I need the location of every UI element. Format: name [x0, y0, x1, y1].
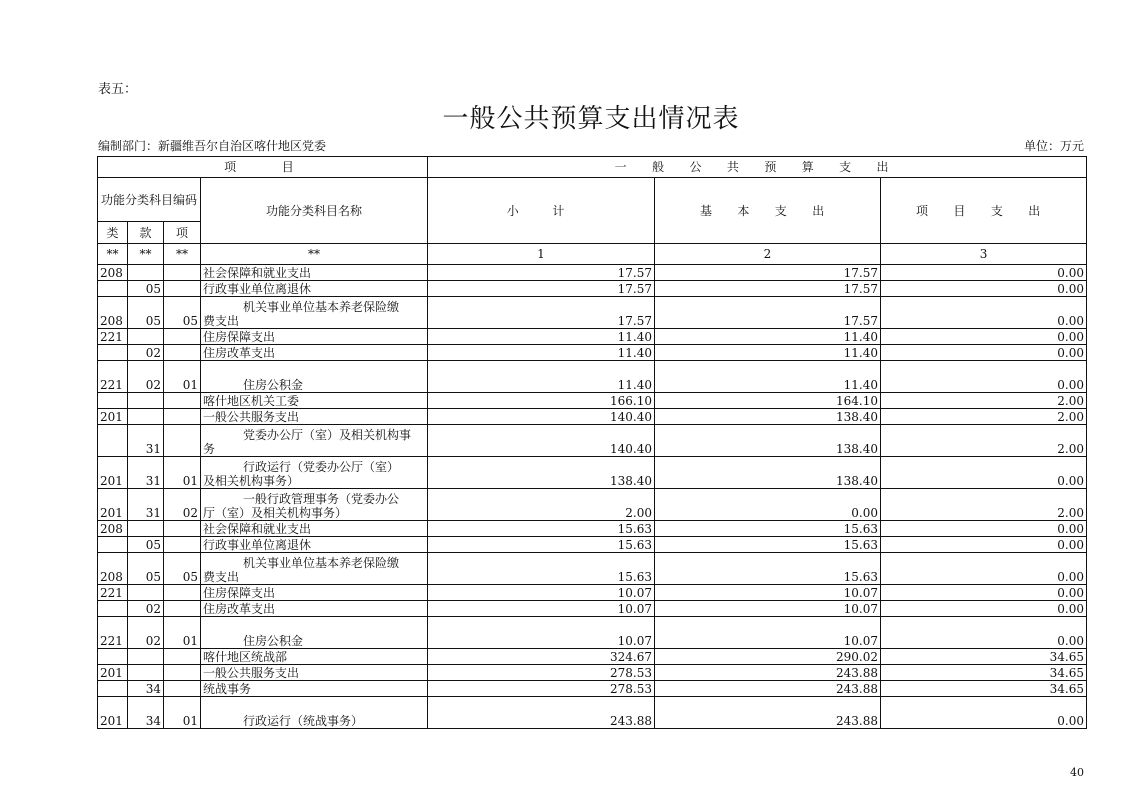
name-line: 一般公共服务支出	[203, 409, 300, 424]
kuan-cell	[128, 265, 164, 281]
lei-cell	[98, 537, 128, 553]
project-cell: 2.00	[881, 393, 1087, 409]
name-cell	[201, 665, 428, 681]
name-cell	[201, 697, 428, 729]
kuan-cell: 02	[128, 345, 164, 361]
xiang-cell	[164, 585, 201, 601]
table-row	[98, 681, 1087, 697]
lei-cell	[98, 393, 128, 409]
name-cell	[201, 553, 428, 585]
name-cell	[201, 425, 428, 457]
project-cell: 0.00	[881, 361, 1087, 393]
xiang-cell: 01	[164, 617, 201, 649]
subtotal-cell: 17.57	[428, 297, 655, 329]
kuan-cell: 02	[128, 617, 164, 649]
kuan-header: 款	[128, 222, 164, 244]
basic-cell: 10.07	[655, 601, 881, 617]
table-row	[98, 361, 1087, 393]
lei-cell: 201	[98, 665, 128, 681]
basic-cell: 243.88	[655, 665, 881, 681]
name-line: 党委办公厅（室）及相关机构事	[243, 428, 412, 442]
kuan-cell	[128, 521, 164, 537]
name-cell	[201, 329, 428, 345]
name-line-continued: 及相关机构事务）	[203, 474, 300, 488]
lei-cell	[98, 281, 128, 297]
basic-cell: 10.07	[655, 617, 881, 649]
project-cell: 0.00	[881, 457, 1087, 489]
name-line: 住房改革支出	[203, 601, 276, 616]
xiang-cell: 01	[164, 697, 201, 729]
table-label: 表五：	[98, 82, 138, 97]
subtotal-cell: 140.40	[428, 425, 655, 457]
basic-cell: 243.88	[655, 697, 881, 729]
project-cell: 0.00	[881, 697, 1087, 729]
name-line: 行政运行（党委办公厅（室）	[243, 460, 400, 474]
lei-cell: 208	[98, 297, 128, 329]
table-row	[98, 601, 1087, 617]
func-name-header: 功能分类科目名称	[201, 178, 428, 244]
basic-cell: 11.40	[655, 345, 881, 361]
name-cell	[201, 345, 428, 361]
basic-cell: 11.40	[655, 361, 881, 393]
kuan-cell: 05	[128, 553, 164, 585]
name-cell	[201, 393, 428, 409]
subtotal-cell: 15.63	[428, 537, 655, 553]
kuan-cell	[128, 409, 164, 425]
lei-cell	[98, 601, 128, 617]
name-cell	[201, 489, 428, 521]
project-header: 项 目	[98, 157, 428, 178]
xiang-cell	[164, 409, 201, 425]
project-cell: 2.00	[881, 409, 1087, 425]
lei-cell: 221	[98, 361, 128, 393]
name-cell	[201, 521, 428, 537]
subtotal-cell: 15.63	[428, 521, 655, 537]
basic-header: 基 本 支 出	[655, 178, 881, 244]
subtotal-cell: 324.67	[428, 649, 655, 665]
project-cell: 0.00	[881, 537, 1087, 553]
table-row	[98, 409, 1087, 425]
subtotal-cell: 17.57	[428, 265, 655, 281]
xiang-cell	[164, 537, 201, 553]
basic-cell: 15.63	[655, 537, 881, 553]
basic-cell: 290.02	[655, 649, 881, 665]
lei-cell: 221	[98, 617, 128, 649]
project-cell: 0.00	[881, 553, 1087, 585]
subtotal-cell: 11.40	[428, 361, 655, 393]
name-cell	[201, 361, 428, 393]
xiang-cell: 01	[164, 457, 201, 489]
header-row	[98, 157, 1087, 178]
name-cell	[201, 617, 428, 649]
subtotal-cell: 11.40	[428, 345, 655, 361]
table-row	[98, 489, 1087, 521]
name-line: 一般公共服务支出	[203, 665, 300, 680]
unit-label: 单位：万元	[1023, 139, 1084, 153]
marker-cell: **	[164, 244, 201, 265]
table-row	[98, 457, 1087, 489]
table-row	[98, 553, 1087, 585]
basic-cell: 164.10	[655, 393, 881, 409]
xiang-cell	[164, 601, 201, 617]
lei-cell: 208	[98, 553, 128, 585]
basic-cell: 10.07	[655, 585, 881, 601]
xiang-cell: 05	[164, 297, 201, 329]
project-cell: 0.00	[881, 585, 1087, 601]
kuan-cell: 31	[128, 425, 164, 457]
name-cell	[201, 265, 428, 281]
subtotal-cell: 140.40	[428, 409, 655, 425]
marker-cell: **	[201, 244, 428, 265]
kuan-cell: 05	[128, 281, 164, 297]
project-cell: 34.65	[881, 649, 1087, 665]
lei-cell: 201	[98, 697, 128, 729]
name-line: 机关事业单位基本养老保险缴	[243, 556, 400, 570]
project-cell: 0.00	[881, 601, 1087, 617]
name-line: 统战事务	[203, 681, 252, 696]
basic-cell: 243.88	[655, 681, 881, 697]
project-cell: 0.00	[881, 281, 1087, 297]
name-cell	[201, 681, 428, 697]
kuan-cell: 31	[128, 457, 164, 489]
lei-cell: 201	[98, 457, 128, 489]
header-row	[98, 244, 1087, 265]
table-row	[98, 521, 1087, 537]
table-row	[98, 265, 1087, 281]
basic-cell: 138.40	[655, 457, 881, 489]
name-line: 机关事业单位基本养老保险缴	[243, 300, 400, 314]
table-row	[98, 297, 1087, 329]
department-label: 编制部门：新疆维吾尔自治区喀什地区党委	[98, 139, 327, 153]
subtotal-cell: 10.07	[428, 617, 655, 649]
subtotal-cell: 278.53	[428, 665, 655, 681]
kuan-cell	[128, 665, 164, 681]
xiang-cell: 02	[164, 489, 201, 521]
table-row	[98, 697, 1087, 729]
basic-cell: 138.40	[655, 409, 881, 425]
name-line: 住房保障支出	[203, 585, 276, 600]
lei-cell	[98, 345, 128, 361]
table-row	[98, 281, 1087, 297]
name-line: 喀什地区统战部	[203, 649, 288, 664]
name-cell	[201, 297, 428, 329]
kuan-cell: 02	[128, 361, 164, 393]
xiang-cell: 01	[164, 361, 201, 393]
project-cell: 0.00	[881, 521, 1087, 537]
kuan-cell: 02	[128, 601, 164, 617]
xiang-cell	[164, 681, 201, 697]
name-cell	[201, 457, 428, 489]
subtotal-cell: 10.07	[428, 585, 655, 601]
basic-cell: 17.57	[655, 265, 881, 281]
name-line: 行政事业单位离退休	[203, 537, 312, 552]
xiang-cell	[164, 665, 201, 681]
table-row	[98, 329, 1087, 345]
subtotal-header: 小 计	[428, 178, 655, 244]
xiang-cell	[164, 649, 201, 665]
name-line: 喀什地区机关工委	[203, 393, 300, 408]
subtotal-cell: 278.53	[428, 681, 655, 697]
basic-cell: 17.57	[655, 281, 881, 297]
kuan-cell: 34	[128, 681, 164, 697]
subtotal-cell: 243.88	[428, 697, 655, 729]
kuan-cell: 05	[128, 297, 164, 329]
kuan-cell	[128, 329, 164, 345]
table-row	[98, 665, 1087, 681]
xiang-cell	[164, 425, 201, 457]
budget-table	[97, 156, 1087, 729]
lei-cell	[98, 681, 128, 697]
name-line-continued: 费支出	[203, 314, 240, 328]
xiang-cell	[164, 345, 201, 361]
name-line: 住房公积金	[243, 378, 304, 392]
xiang-cell	[164, 329, 201, 345]
lei-cell	[98, 649, 128, 665]
xiang-cell	[164, 521, 201, 537]
xiang-cell	[164, 393, 201, 409]
project-cell: 34.65	[881, 681, 1087, 697]
lei-header: 类	[98, 222, 128, 244]
lei-cell: 201	[98, 409, 128, 425]
table-row	[98, 649, 1087, 665]
subtotal-cell: 11.40	[428, 329, 655, 345]
kuan-cell: 31	[128, 489, 164, 521]
page-number: 40	[1070, 766, 1084, 779]
xiang-cell	[164, 265, 201, 281]
name-line: 住房保障支出	[203, 329, 276, 344]
name-cell	[201, 281, 428, 297]
project-cell: 0.00	[881, 297, 1087, 329]
basic-cell: 15.63	[655, 521, 881, 537]
lei-cell: 221	[98, 585, 128, 601]
column-number: 2	[655, 244, 881, 265]
kuan-cell: 05	[128, 537, 164, 553]
func-code-header: 功能分类科目编码	[98, 178, 201, 222]
table-row	[98, 425, 1087, 457]
lei-cell: 208	[98, 265, 128, 281]
project-cell: 0.00	[881, 265, 1087, 281]
name-cell	[201, 649, 428, 665]
name-line-continued: 厅（室）及相关机构事务）	[203, 506, 348, 520]
subtotal-cell: 2.00	[428, 489, 655, 521]
lei-cell: 201	[98, 489, 128, 521]
subtotal-cell: 17.57	[428, 281, 655, 297]
name-cell	[201, 409, 428, 425]
name-line: 社会保障和就业支出	[203, 265, 312, 280]
basic-cell: 17.57	[655, 297, 881, 329]
name-line: 住房改革支出	[203, 345, 276, 360]
page-title: 一般公共预算支出情况表	[442, 104, 740, 134]
basic-cell: 138.40	[655, 425, 881, 457]
column-number: 3	[881, 244, 1087, 265]
name-line: 住房公积金	[243, 634, 304, 648]
table-row	[98, 585, 1087, 601]
xiang-header: 项	[164, 222, 201, 244]
name-line: 行政事业单位离退休	[203, 281, 312, 296]
kuan-cell	[128, 393, 164, 409]
subtotal-cell: 166.10	[428, 393, 655, 409]
name-line: 社会保障和就业支出	[203, 521, 312, 536]
basic-cell: 0.00	[655, 489, 881, 521]
general-budget-header: 一 般 公 共 预 算 支 出	[428, 157, 1087, 178]
lei-cell: 221	[98, 329, 128, 345]
subtotal-cell: 138.40	[428, 457, 655, 489]
table-row	[98, 617, 1087, 649]
basic-cell: 11.40	[655, 329, 881, 345]
table-row	[98, 345, 1087, 361]
project-cell: 2.00	[881, 489, 1087, 521]
project-cell: 0.00	[881, 345, 1087, 361]
project-cell: 0.00	[881, 329, 1087, 345]
marker-cell: **	[128, 244, 164, 265]
name-line: 行政运行（统战事务）	[243, 714, 364, 728]
basic-cell: 15.63	[655, 553, 881, 585]
subtotal-cell: 10.07	[428, 601, 655, 617]
table-row	[98, 393, 1087, 409]
xiang-cell: 05	[164, 553, 201, 585]
project-exp-header: 项 目 支 出	[881, 178, 1087, 244]
kuan-cell	[128, 649, 164, 665]
name-line-continued: 费支出	[203, 570, 240, 584]
header-row	[98, 178, 1087, 222]
column-number: 1	[428, 244, 655, 265]
name-line: 一般行政管理事务（党委办公	[243, 492, 400, 506]
name-line-continued: 务	[203, 442, 216, 456]
name-cell	[201, 585, 428, 601]
project-cell: 0.00	[881, 617, 1087, 649]
lei-cell: 208	[98, 521, 128, 537]
lei-cell	[98, 425, 128, 457]
marker-cell: **	[98, 244, 128, 265]
name-cell	[201, 601, 428, 617]
subtotal-cell: 15.63	[428, 553, 655, 585]
kuan-cell: 34	[128, 697, 164, 729]
kuan-cell	[128, 585, 164, 601]
project-cell: 34.65	[881, 665, 1087, 681]
name-cell	[201, 537, 428, 553]
xiang-cell	[164, 281, 201, 297]
table-row	[98, 537, 1087, 553]
project-cell: 2.00	[881, 425, 1087, 457]
